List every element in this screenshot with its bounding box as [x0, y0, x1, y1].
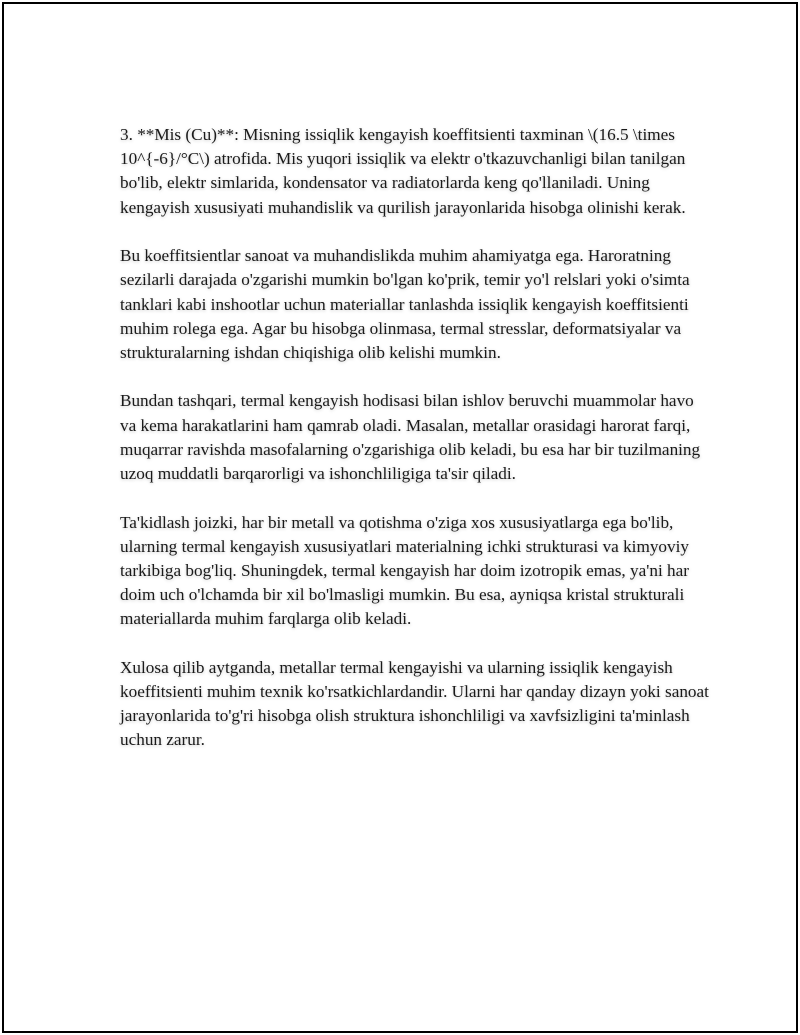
paragraph-conclusion: Xulosa qilib aytganda, metallar termal kengayishi va ularning issiqlik kengayish koeffitsienti muhim texnik ko'rsatkichlardandir. Ularni har qanday dizayn yoki sanoat jarayonlarida to'g'ri hisobga olish struktura ishonchliligi va xavfsizligini ta'minlash uchun zarur.: [120, 657, 709, 750]
paragraph-copper: 3. **Mis (Cu)**: Misning issiqlik kengayish koeffitsienti taxminan \(16.5 \times 10^{-6}/°C\) atrofida. Mis yuqori issiqlik va elektr o'tkazuvchanligi bilan tanilgan bo'lib, elektr simlarida, kondensator va radiatorlarda keng qo'llaniladi. Uning kengayish xususiyati muhandislik va qurilish jarayonlarida hisobga olinishi kerak.: [120, 125, 686, 217]
page-frame: [2, 2, 798, 1033]
paragraph-anisotropy: Ta'kidlash joizki, har bir metall va qotishma o'ziga xos xususiyatlarga ega bo'lib, ularning termal kengayish xususiyatlari materialning ichki strukturasi va kimyoviy tarkibiga bog'liq. Shuningdek, termal kengayish har doim izotropik emas, ya'ni har doim uch o'lchamda bir xil bo'lmasligi mumkin. Bu esa, ayniqsa kristal strukturali materiallarda muhim farqlarga olib keladi.: [120, 512, 689, 629]
paragraph-additional-effects: Bundan tashqari, termal kengayish hodisasi bilan ishlov beruvchi muammolar havo va kema harakatlarini ham qamrab oladi. Masalan, metallar orasidagi harorat farqi, muqarrar ravishda masofalarning o'zgarishiga olib keladi, bu esa har bir tuzilmaning uzoq muddatli barqarorligi va ishonchliligiga ta'sir qiladi.: [120, 391, 701, 484]
document-body: [120, 123, 710, 753]
paragraph-industrial-importance: Bu koeffitsientlar sanoat va muhandislikda muhim ahamiyatga ega. Haroratning sezilarli darajada o'zgarishi mumkin bo'lgan ko'prik, temir yo'l relslari yoki o'simta tanklari kabi inshootlar uchun materiallar tanlashda issiqlik kengayish koeffitsienti muhim rolega ega. Agar bu hisobga olinmasa, termal stresslar, deformatsiyalar va strukturalarning ishdan chiqishiga olib kelishi mumkin.: [120, 246, 690, 362]
